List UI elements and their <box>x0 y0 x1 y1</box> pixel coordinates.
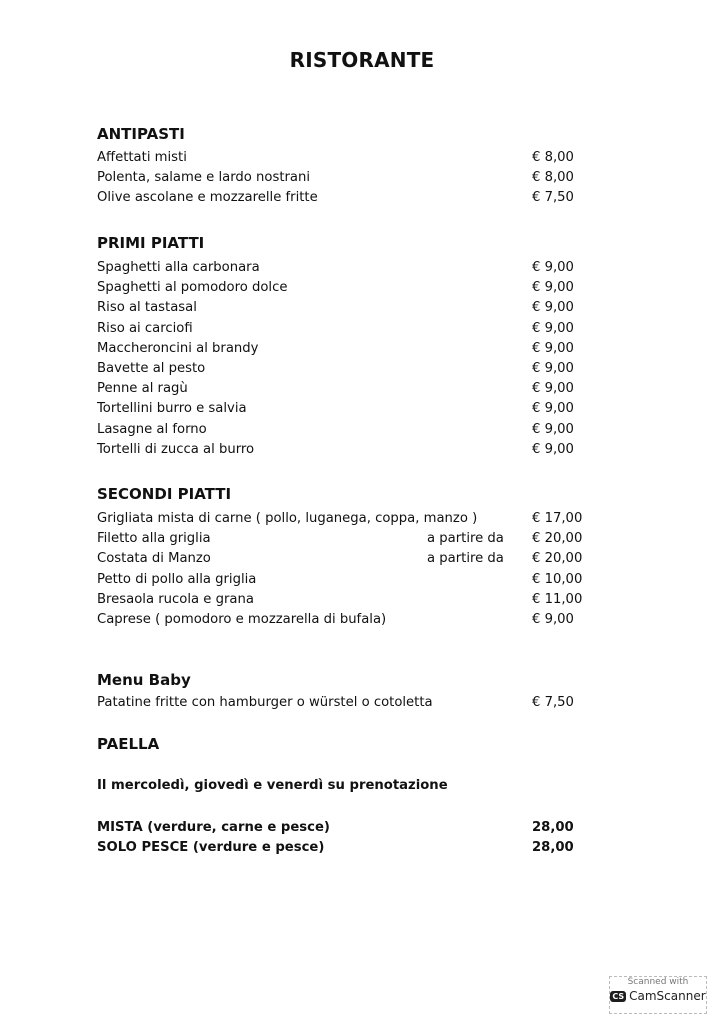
section-heading: ANTIPASTI <box>97 125 185 143</box>
item-price: € 9,00 <box>532 612 574 627</box>
item-name: Penne al ragù <box>97 381 188 397</box>
item-price: € 20,00 <box>532 551 583 567</box>
menu-item <box>97 549 587 569</box>
item-name: Riso al tastasal <box>97 300 197 316</box>
item-price: € 17,00 <box>532 511 583 526</box>
menu-item <box>97 509 587 529</box>
item-price: € 9,00 <box>532 401 574 417</box>
item-name: Patatine fritte con hamburger o würstel o cotoletta <box>97 695 433 710</box>
item-price: € 9,00 <box>532 280 574 296</box>
menu-item <box>97 529 587 549</box>
menu-item <box>97 818 587 838</box>
camscanner-badge <box>609 976 707 1014</box>
item-price: € 8,00 <box>532 150 574 165</box>
item-price: € 9,00 <box>532 300 574 316</box>
menu-item <box>97 570 587 590</box>
menu-item <box>97 440 587 460</box>
page-title: RISTORANTE <box>289 48 435 72</box>
menu-item <box>97 838 587 858</box>
badge-text: Scanned with <box>627 977 689 987</box>
section-heading: Menu Baby <box>97 671 191 689</box>
item-price: € 9,00 <box>532 381 574 397</box>
paella-note: Il mercoledì, giovedì e venerdì su prenotazione <box>97 778 448 793</box>
item-name: Riso ai carciofi <box>97 320 193 336</box>
menu-item <box>97 168 587 188</box>
section-heading-paella: PAELLA <box>97 735 160 753</box>
menu-item <box>97 298 587 318</box>
item-price: € 9,00 <box>532 340 574 356</box>
item-price: € 20,00 <box>532 531 583 547</box>
section-heading: PRIMI PIATTI <box>97 234 205 252</box>
item-price: € 7,50 <box>532 190 574 206</box>
item-price: € 9,00 <box>532 320 574 336</box>
item-name: Bavette al pesto <box>97 361 206 376</box>
item-price: € 9,00 <box>532 361 574 376</box>
item-name: Filetto alla griglia <box>97 531 211 547</box>
item-price: € 11,00 <box>532 591 583 607</box>
item-name: Spaghetti alla carbonara <box>97 260 260 275</box>
item-name: Polenta, salame e lardo nostrani <box>97 170 311 186</box>
item-price: 28,00 <box>532 820 574 835</box>
menu-item <box>97 420 587 440</box>
badge-brand: CamScanner <box>629 989 706 1003</box>
item-note: a partire da <box>427 531 504 547</box>
item-price: € 10,00 <box>532 571 583 587</box>
menu-item <box>97 379 587 399</box>
item-name: Maccheroncini al brandy <box>97 340 259 356</box>
menu-item <box>97 188 587 208</box>
menu-item <box>97 590 587 610</box>
item-name: Costata di Manzo <box>97 551 211 567</box>
item-name: Affettati misti <box>97 150 187 165</box>
item-name: Spaghetti al pomodoro dolce <box>97 280 288 296</box>
menu-item <box>97 278 587 298</box>
menu-item <box>97 258 587 278</box>
item-price: € 8,00 <box>532 170 574 186</box>
item-price: € 7,50 <box>532 695 574 710</box>
menu-item <box>97 319 587 339</box>
item-name: Petto di pollo alla griglia <box>97 571 257 587</box>
item-name: Olive ascolane e mozzarelle fritte <box>97 190 318 206</box>
item-note: a partire da <box>427 551 504 567</box>
item-price: 28,00 <box>532 840 574 855</box>
item-price: € 9,00 <box>532 421 574 437</box>
item-price: € 9,00 <box>532 260 574 275</box>
menu-item <box>97 148 587 168</box>
item-name: MISTA (verdure, carne e pesce) <box>97 820 330 835</box>
menu-item <box>97 359 587 379</box>
item-name: Tortelli di zucca al burro <box>97 441 255 457</box>
camscanner-logo-icon: CS <box>612 991 625 1001</box>
item-price: € 9,00 <box>532 441 574 457</box>
menu-item <box>97 339 587 359</box>
item-name: Lasagne al forno <box>97 421 207 437</box>
item-name: Tortellini burro e salvia <box>97 401 247 417</box>
menu-item <box>97 610 587 630</box>
item-name: SOLO PESCE (verdure e pesce) <box>97 840 325 855</box>
item-name: Bresaola rucola e grana <box>97 591 254 607</box>
section-heading: SECONDI PIATTI <box>97 485 232 503</box>
item-name: Grigliata mista di carne ( pollo, luganega, coppa, manzo ) <box>97 511 478 526</box>
menu-item <box>97 693 587 713</box>
item-name: Caprese ( pomodoro e mozzarella di bufala) <box>97 612 387 627</box>
menu-item <box>97 399 587 419</box>
